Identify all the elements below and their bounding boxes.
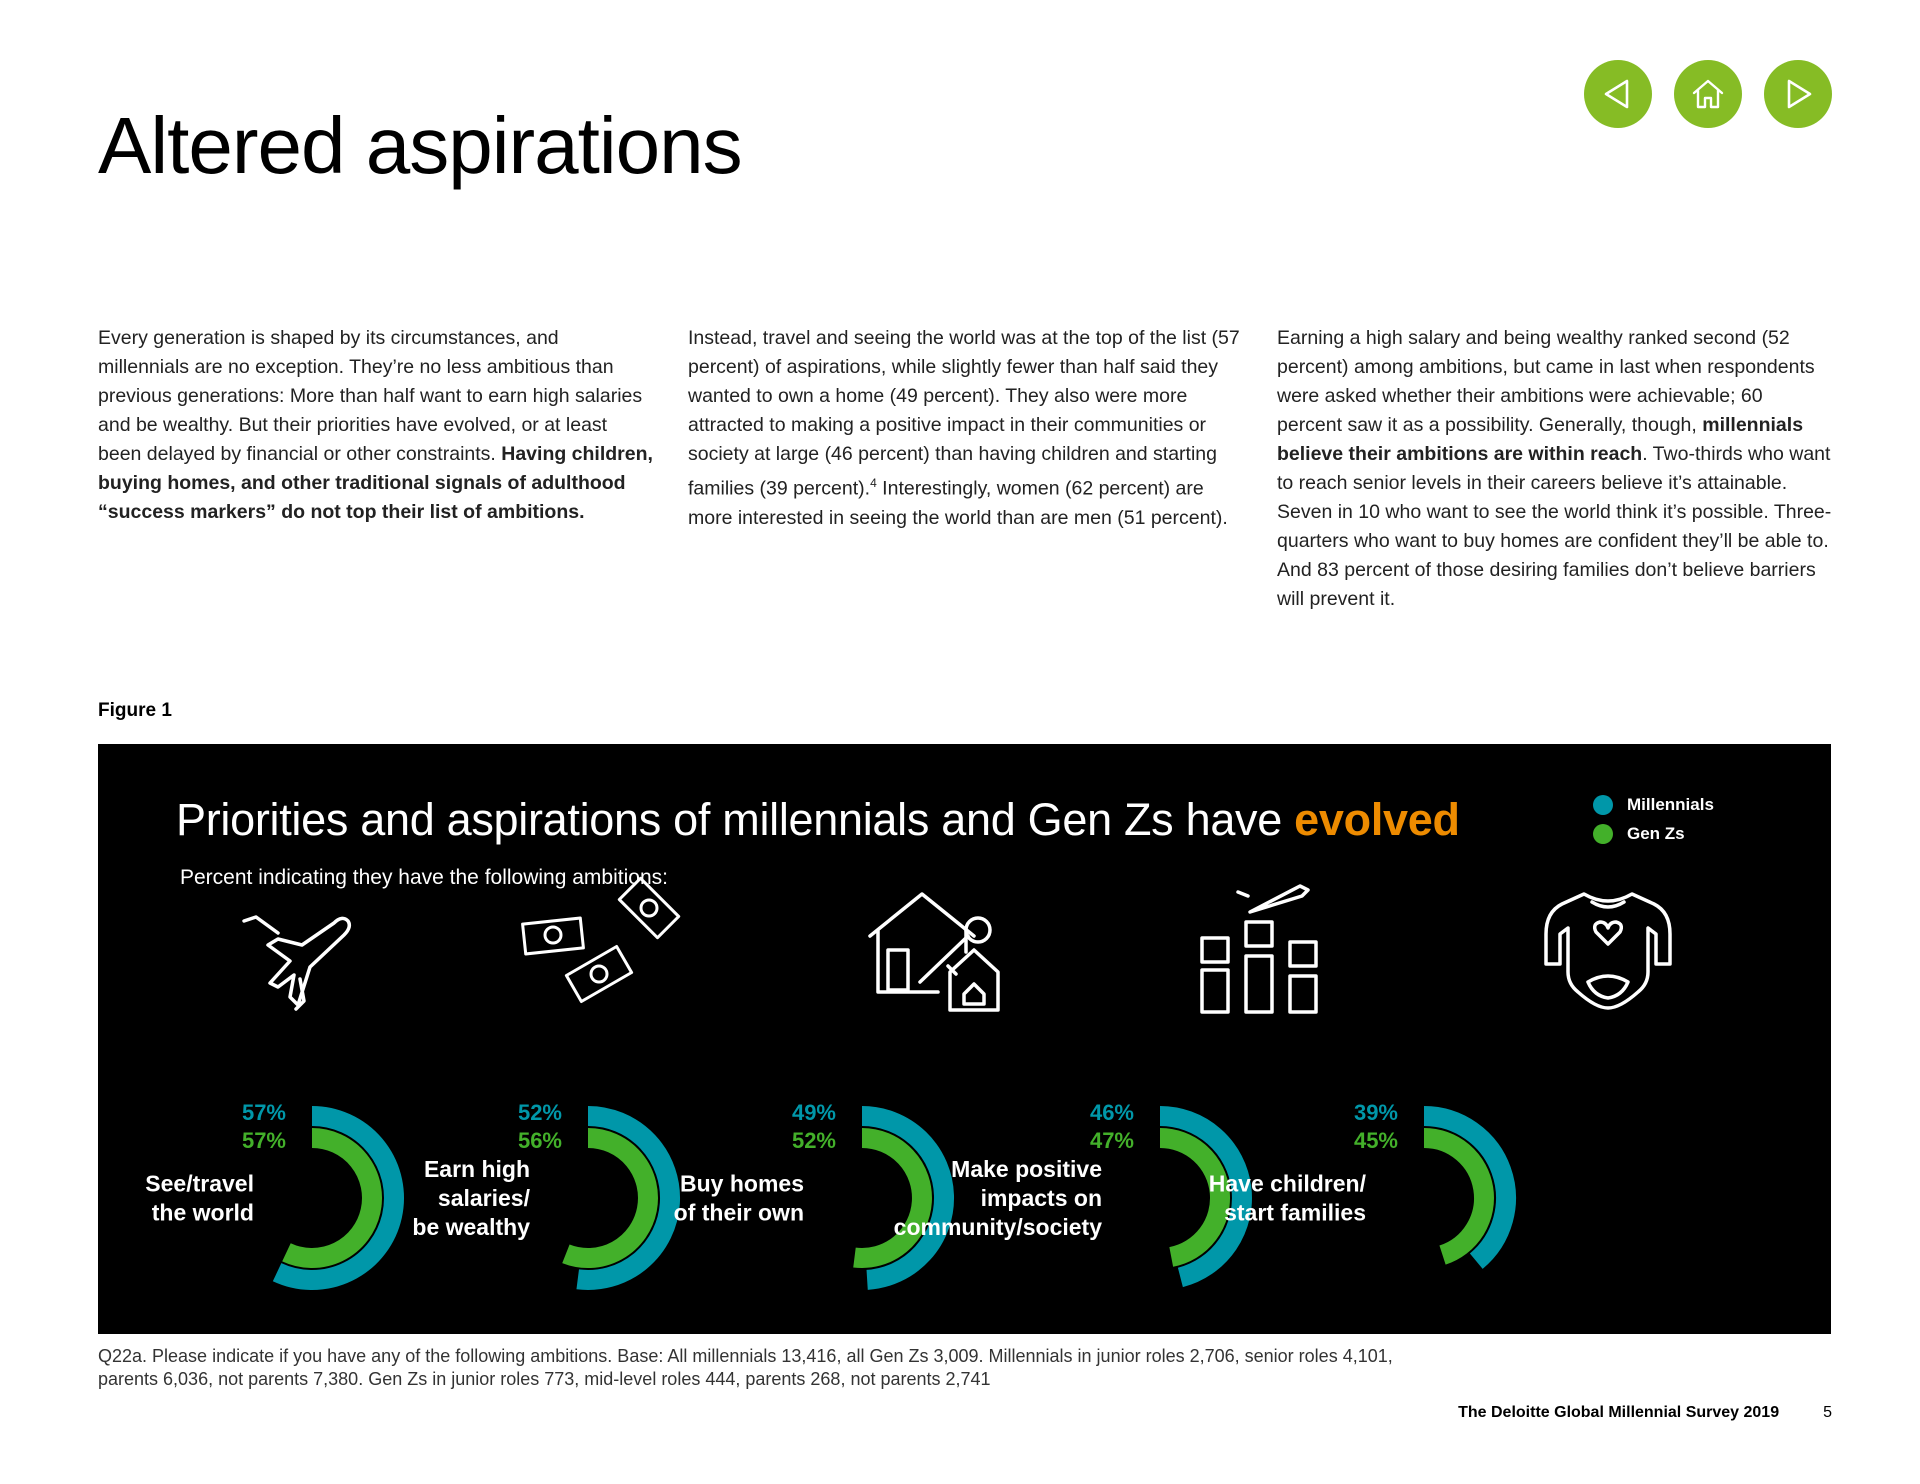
ambition-label: Have children/ [1208, 1170, 1366, 1197]
figure-subtitle: Percent indicating they have the following ambitions: [180, 866, 668, 889]
genz-value-label: 52% [791, 1128, 836, 1153]
body-column-2 [688, 324, 1243, 533]
footer-survey-name: The Deloitte Global Millennial Survey 2019 [1458, 1404, 1780, 1421]
ambition-label: salaries/ [437, 1185, 530, 1211]
col3-text-after: . Two-thirds who want to reach senior levels in their careers believe it’s attainable. Seven in 10 who want to see the world think it’s possible. Three-quarters who want to buy homes are confident they’ll be able to. And 83 percent of those desiring families don’t believe barriers will prevent it. [1277, 443, 1832, 610]
ambition-label: Buy homes [680, 1170, 804, 1197]
baby-onesie-icon [1546, 894, 1670, 1008]
genz-value-label: 56% [517, 1128, 562, 1153]
ambition-group [145, 1100, 394, 1280]
ambition-group [1209, 1100, 1506, 1261]
ambition-label: start families [1224, 1199, 1366, 1226]
raised-fists-icon [1202, 886, 1316, 1012]
millennials-value-label: 46% [1089, 1100, 1134, 1125]
ambition-group [674, 1100, 944, 1280]
ambition-label: of their own [673, 1199, 804, 1226]
millennials-value-label: 39% [1353, 1100, 1398, 1125]
ambition-label: Earn high [423, 1156, 530, 1182]
genz-value-label: 45% [1353, 1128, 1398, 1153]
col3-bold-text: millennials believe their ambitions are within reach [1277, 414, 1804, 465]
body-column-1 [98, 324, 653, 527]
page-navigation [1584, 60, 1832, 128]
house-key-icon [870, 894, 998, 1010]
millennials-value-label: 57% [241, 1100, 286, 1125]
figure-title-accent: evolved [1294, 794, 1460, 845]
col3-text-before: Earning a high salary and being wealthy ranked second (52 percent) among ambitions, but came in last when respondents were asked whether their ambitions were achievable; 60 percent saw it as a possibility. Generally, though, [1277, 327, 1815, 436]
airplane-icon [244, 917, 349, 1009]
footnote: Q22a. Please indicate if you have any of the following ambitions. Base: All millennials 13,416, all Gen Zs 3,009. Millennials in junior roles 2,706, senior roles 4,101, parents 6,036, not parents 7,380. Gen Zs in junior roles 773, mid-level roles 444, parents 268, not parents 2,741 [98, 1346, 1393, 1389]
genz-arc [854, 1138, 921, 1258]
ambition-label: See/travel [145, 1170, 254, 1197]
ambition-label: impacts on [980, 1185, 1102, 1211]
col2-text-after: Interestingly, women (62 percent) are more interested in seeing the world than are men (51 percent). [688, 477, 1228, 529]
ambition-label: be wealthy [412, 1214, 530, 1240]
figure-title-main: Priorities and aspirations of millennials and Gen Zs have [176, 794, 1282, 845]
next-page-button[interactable] [1764, 60, 1832, 128]
col2-text-before: Instead, travel and seeing the world was at the top of the list (57 percent) of aspirations, while slightly fewer than half said they wanted to own a home (49 percent). They also were more attracted to making a positive impact in their communities or society at large (46 percent) than having children and starting families (39 percent). [688, 327, 1240, 500]
genz-value-label: 57% [241, 1128, 286, 1153]
figure-label: Figure 1 [98, 700, 172, 721]
ambition-group [412, 1100, 670, 1280]
ambition-label: Make positive [951, 1156, 1102, 1182]
triangle-right-icon [1778, 74, 1818, 114]
money-bills-icon [523, 878, 679, 1001]
rings-layer [145, 1100, 1506, 1280]
genz-arc [1424, 1138, 1484, 1255]
genz-arc [286, 1138, 372, 1258]
genz-arc [566, 1138, 648, 1258]
genz-arc [1160, 1138, 1220, 1257]
triangle-left-icon [1598, 74, 1638, 114]
body-column-3 [1277, 324, 1832, 614]
home-button[interactable] [1674, 60, 1742, 128]
millennials-value-label: 49% [791, 1100, 836, 1125]
figure-panel [98, 744, 1831, 1334]
page-footer [1458, 1404, 1832, 1422]
ambition-label: community/society [893, 1214, 1102, 1240]
radial-chart [98, 744, 1831, 1334]
legend-label-millennials: Millennials [1627, 794, 1714, 814]
ambition-label: the world [151, 1199, 254, 1226]
legend-label-genz: Gen Zs [1627, 823, 1685, 843]
genz-value-label: 47% [1089, 1128, 1134, 1153]
col1-bold-text: Having children, buying homes, and other traditional signals of adulthood “success markers” do not top their list of ambitions. [98, 443, 653, 523]
house-icon [1688, 74, 1728, 114]
page-title: Altered aspirations [98, 101, 742, 190]
footnote-reference[interactable]: 4 [870, 476, 877, 490]
page-number: 5 [1823, 1404, 1832, 1421]
col1-text: Every generation is shaped by its circumstances, and millennials are no exception. They’re no less ambitious than previous generations: More than half want to earn high salaries and be wealthy. But their priorities have evolved, or at least been delayed by financial or other constraints. [98, 327, 643, 465]
millennials-value-label: 52% [517, 1100, 562, 1125]
previous-page-button[interactable] [1584, 60, 1652, 128]
